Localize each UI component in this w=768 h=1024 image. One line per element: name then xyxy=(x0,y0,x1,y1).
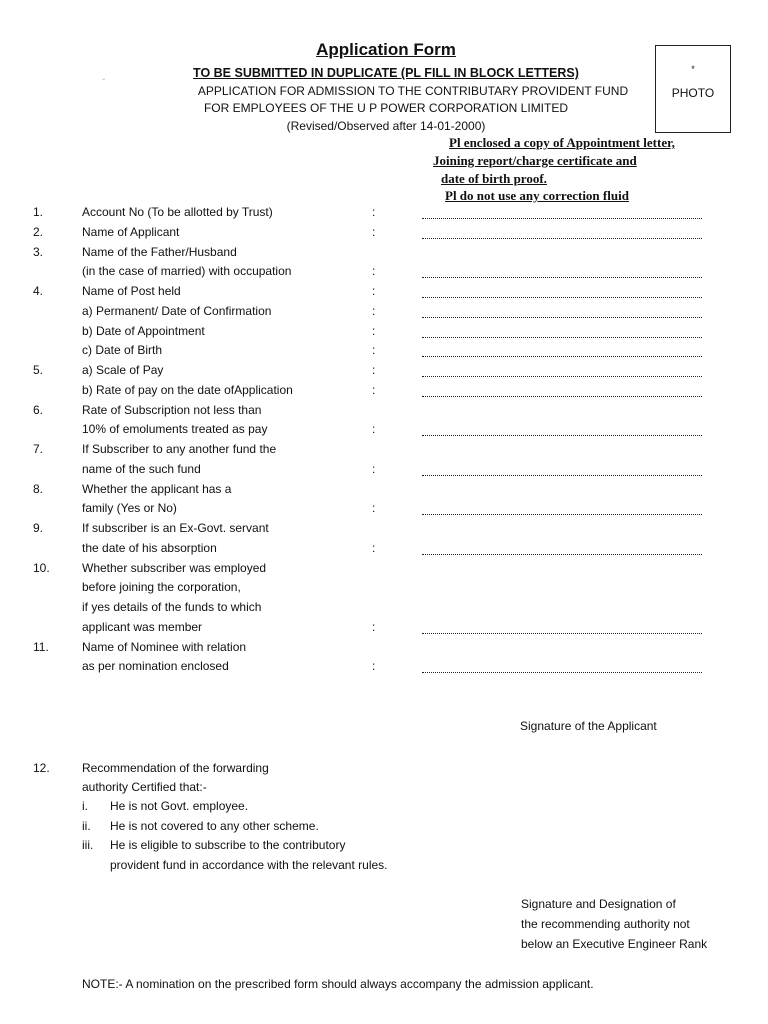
row-number: 3. xyxy=(33,245,44,259)
row-colon: : xyxy=(372,264,376,278)
row-label: Whether subscriber was employed xyxy=(82,561,267,575)
row-number: 5. xyxy=(33,363,44,377)
fill-in-line[interactable] xyxy=(422,672,702,673)
row-label: Name of the Father/Husband xyxy=(82,245,237,259)
row-label: If subscriber is an Ex-Govt. servant xyxy=(82,521,269,535)
fill-in-line[interactable] xyxy=(422,238,702,239)
enclosure-line2: Joining report/charge certificate and xyxy=(433,153,637,168)
photo-box xyxy=(655,45,731,133)
row-label: family (Yes or No) xyxy=(82,501,177,515)
row-colon: : xyxy=(372,659,376,673)
row-label: b) Date of Appointment xyxy=(82,324,205,338)
recommendation-line1: Recommendation of the forwarding xyxy=(82,761,269,775)
enclosure-line3: date of birth proof. xyxy=(441,171,547,186)
fill-in-line[interactable] xyxy=(422,297,702,298)
row-number: 7. xyxy=(33,442,44,456)
fill-in-line[interactable] xyxy=(422,337,702,338)
fill-in-line[interactable] xyxy=(422,376,702,377)
row-label: Name of Applicant xyxy=(82,225,180,239)
enclosure-line4: Pl do not use any correction fluid xyxy=(445,188,629,203)
row-label: Whether the applicant has a xyxy=(82,482,232,496)
row-colon: : xyxy=(372,324,376,338)
signature-authority-line3: below an Executive Engineer Rank xyxy=(521,937,708,951)
row-colon: : xyxy=(372,284,376,298)
fill-in-line[interactable] xyxy=(422,435,702,436)
row-label: If Subscriber to any another fund the xyxy=(82,442,277,456)
fill-in-line[interactable] xyxy=(422,356,702,357)
row-colon: : xyxy=(372,620,376,634)
signature-authority-line1: Signature and Designation of xyxy=(521,897,676,911)
row-number: 4. xyxy=(33,284,44,298)
row-number: 11. xyxy=(33,640,49,654)
row-label: as per nomination enclosed xyxy=(82,659,229,673)
fill-in-line[interactable] xyxy=(422,514,702,515)
row-number: 6. xyxy=(33,403,44,417)
form-title: Application Form xyxy=(316,40,456,59)
row-label: Rate of Subscription not less than xyxy=(82,403,262,417)
recommendation-item-text: He is eligible to subscribe to the contributory xyxy=(110,838,346,852)
recommendation-line2: authority Certified that:- xyxy=(82,780,207,794)
photo-mark: * xyxy=(691,64,695,74)
row-number: 1. xyxy=(33,205,44,219)
row-label: Name of Post held xyxy=(82,284,181,298)
row-label: if yes details of the funds to which xyxy=(82,600,262,614)
row-number: 10. xyxy=(33,561,50,575)
fill-in-line[interactable] xyxy=(422,277,702,278)
row-colon: : xyxy=(372,383,376,397)
row-label: applicant was member xyxy=(82,620,203,634)
fill-in-line[interactable] xyxy=(422,317,702,318)
row-label: c) Date of Birth xyxy=(82,343,163,357)
row-colon: : xyxy=(372,363,376,377)
recommendation-item-numeral: iii. xyxy=(82,838,94,852)
recommendation-item-numeral: ii. xyxy=(82,819,91,833)
row-label: a) Permanent/ Date of Confirmation xyxy=(82,304,272,318)
row-colon: : xyxy=(372,205,376,219)
row-colon: : xyxy=(372,541,376,555)
fill-in-line[interactable] xyxy=(422,396,702,397)
row-colon: : xyxy=(372,462,376,476)
photo-label: PHOTO xyxy=(671,86,715,100)
form-heading-line1: APPLICATION FOR ADMISSION TO THE CONTRIBUTARY PROVIDENT FUND xyxy=(197,84,629,98)
row-label: name of the such fund xyxy=(82,462,201,476)
row-number: 9. xyxy=(33,521,44,535)
note-text: NOTE:- A nomination on the prescribed form should always accompany the admission applicant. xyxy=(82,977,594,991)
fill-in-line[interactable] xyxy=(422,218,702,219)
row-colon: : xyxy=(372,422,376,436)
row-label: b) Rate of pay on the date ofApplication xyxy=(82,383,293,397)
form-heading-line2: FOR EMPLOYEES OF THE U P POWER CORPORATION LIMITED xyxy=(203,101,569,115)
signature-applicant-label: Signature of the Applicant xyxy=(520,719,657,733)
fill-in-line[interactable] xyxy=(422,554,702,555)
recommendation-item-numeral: i. xyxy=(82,799,88,813)
fill-in-line[interactable] xyxy=(422,633,702,634)
recommendation-item-text: He is not Govt. employee. xyxy=(110,799,249,813)
row-label: before joining the corporation, xyxy=(82,580,241,594)
row-number: 8. xyxy=(33,482,44,496)
row-label: 10% of emoluments treated as pay xyxy=(82,422,268,436)
form-heading-line3: (Revised/Observed after 14-01-2000) xyxy=(286,119,486,133)
row-colon: : xyxy=(372,225,376,239)
form-subtitle: TO BE SUBMITTED IN DUPLICATE (PL FILL IN BLOCK LETTERS) xyxy=(193,66,579,80)
scan-mark: ˇ xyxy=(102,78,106,89)
row-colon: : xyxy=(372,304,376,318)
row-colon: : xyxy=(372,343,376,357)
row-label: a) Scale of Pay xyxy=(82,363,164,377)
enclosure-line1: Pl enclosed a copy of Appointment letter, xyxy=(449,135,675,150)
row-label: the date of his absorption xyxy=(82,541,217,555)
fill-in-line[interactable] xyxy=(422,475,702,476)
row-label: Name of Nominee with relation xyxy=(82,640,247,654)
recommendation-item-text: provident fund in accordance with the relevant rules. xyxy=(110,858,388,872)
row-colon: : xyxy=(372,501,376,515)
recommendation-item-text: He is not covered to any other scheme. xyxy=(110,819,319,833)
signature-authority-line2: the recommending authority not xyxy=(521,917,690,931)
row-label: Account No (To be allotted by Trust) xyxy=(82,205,273,219)
recommendation-number: 12. xyxy=(33,761,50,775)
row-number: 2. xyxy=(33,225,44,239)
row-label: (in the case of married) with occupation xyxy=(82,264,292,278)
